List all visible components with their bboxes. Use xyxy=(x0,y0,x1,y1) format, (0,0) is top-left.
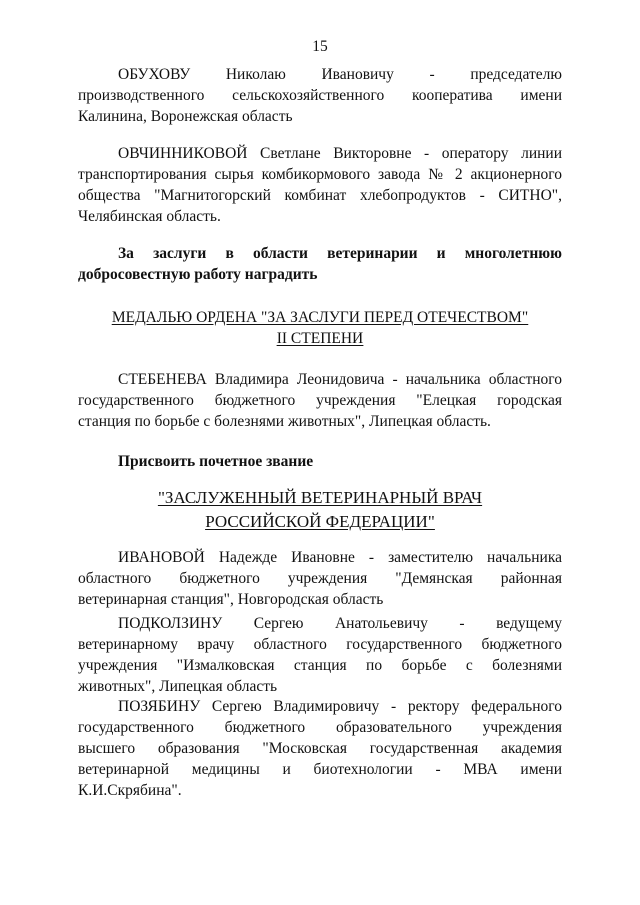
text-line: общества "Магнитогорский комбинат хлебопродуктов - СИТНО", xyxy=(78,187,562,204)
heading-line: МЕДАЛЬЮ ОРДЕНА "ЗА ЗАСЛУГИ ПЕРЕД ОТЕЧЕСТВОМ" xyxy=(111,309,529,326)
text-line: ОБУХОВУ Николаю Ивановичу - председателю xyxy=(118,66,562,83)
award-entry-obukhov xyxy=(78,64,562,127)
text-line: ветеринарной медицины и биотехнологии - МВА имени xyxy=(78,761,562,778)
text-line: ветеринарному врачу областного государственного бюджетного xyxy=(78,636,562,653)
text-line: животных", Липецкая область xyxy=(78,678,278,695)
text-line: ИВАНОВОЙ Надежде Ивановне - заместителю начальника xyxy=(118,549,562,566)
text-line: высшего образования "Московская государственная академия xyxy=(78,740,562,757)
text-line: ОВЧИННИКОВОЙ Светлане Викторовне - оператору линии xyxy=(118,145,562,162)
text-line: ПОЗЯБИНУ Сергею Владимировичу - ректору федерального xyxy=(118,698,562,715)
text-line: областного бюджетного учреждения "Демянская районная xyxy=(78,570,562,587)
page-number: 15 xyxy=(312,38,328,55)
text-line: К.И.Скрябина". xyxy=(78,782,182,799)
award-entry-pozyabin xyxy=(78,696,562,801)
text-line: СТЕБЕНЕВА Владимира Леонидовича - начальника областного xyxy=(118,371,562,388)
award-entry-podkolzin xyxy=(78,613,562,697)
section1-intro xyxy=(78,243,562,285)
text-line: станция по борьбе с болезнями животных", Липецкая область. xyxy=(78,413,491,430)
text-line: государственного бюджетного образовательного учреждения xyxy=(78,719,562,736)
text-line: государственного бюджетного учреждения "Елецкая городская xyxy=(78,392,562,409)
section2-heading xyxy=(78,486,562,534)
text-line: Калинина, Воронежская область xyxy=(78,108,293,125)
text-line: учреждения "Измалковская станция по борьбе с болезнями xyxy=(78,657,562,674)
text-line: ветеринарная станция", Новгородская область xyxy=(78,591,384,608)
text-line: За заслуги в области ветеринарии и многолетнюю xyxy=(118,245,562,262)
text-line: производственного сельскохозяйственного кооператива имени xyxy=(78,87,562,104)
award-entry-stebenev xyxy=(78,369,562,432)
text-line: транспортирования сырья комбикормового завода № 2 акционерного xyxy=(78,166,562,183)
text-line: добросовестную работу наградить xyxy=(78,266,318,283)
text-line: Челябинская область. xyxy=(78,208,221,225)
text-line: Присвоить почетное звание xyxy=(118,453,314,470)
section1-heading xyxy=(78,307,562,349)
heading-line: II СТЕПЕНИ xyxy=(276,330,364,347)
heading-line: "ЗАСЛУЖЕННЫЙ ВЕТЕРИНАРНЫЙ ВРАЧ xyxy=(157,488,483,507)
section2-intro xyxy=(78,451,562,472)
text-line: ПОДКОЛЗИНУ Сергею Анатольевичу - ведущему xyxy=(118,615,562,632)
award-entry-ovchinnikova xyxy=(78,143,562,227)
award-entry-ivanova xyxy=(78,547,562,610)
heading-line: РОССИЙСКОЙ ФЕДЕРАЦИИ" xyxy=(205,512,435,531)
